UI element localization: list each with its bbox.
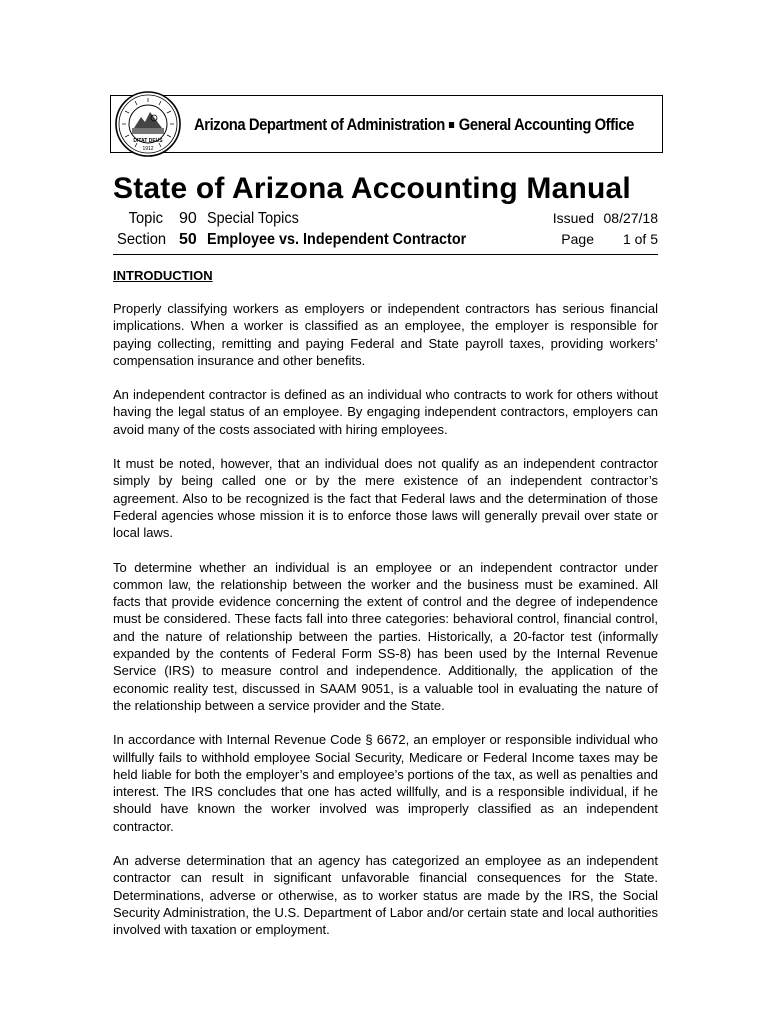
paragraph: An independent contractor is defined as an individual who contracts to work for others without having the legal status of an employee. By engaging independent contractors, employers can avoid many of the costs associated with hiring employees. — [113, 387, 658, 437]
issued-label: Issued — [552, 210, 594, 226]
section-number: 50 — [179, 231, 197, 248]
topic-label: Topic — [128, 210, 163, 227]
topic-number: 90 — [179, 210, 197, 227]
seal-year-text: 1912 — [142, 146, 154, 152]
topic-name: Special Topics — [207, 210, 299, 227]
section-name: Employee vs. Independent Contractor — [207, 231, 467, 248]
header-office: General Accounting Office — [458, 115, 634, 134]
topic-row — [113, 210, 658, 230]
header-box — [110, 95, 663, 153]
intro-heading: INTRODUCTION — [113, 268, 213, 283]
header-title — [194, 115, 634, 135]
header-divider — [113, 254, 658, 255]
body-text — [113, 300, 658, 956]
paragraph: An adverse determination that an agency has categorized an employee as an independent contractor can result in significant unfavorable financial consequences for the State. Determinations, adverse or otherwise, as to worker status are made by the IRS, the Social Security Administration, the U.S. Department of Labor and/or certain state and local authorities involved with taxation or employment. — [113, 853, 658, 938]
seal-motto-text: DITAT DEUS — [133, 138, 163, 144]
issued-value: 08/27/18 — [603, 210, 658, 226]
manual-title: State of Arizona Accounting Manual — [113, 172, 631, 205]
section-label: Section — [117, 231, 167, 248]
paragraph: In accordance with Internal Revenue Code § 6672, an employer or responsible individual who willfully fails to withhold employee Social Security, Medicare or Federal Income taxes may be held liable for both the employer’s and employee’s portions of the tax, as well as penalties and interest. The IRS concludes that one has acted willfully, and is a responsible individual, if he should have known the worker involved was improperly classified as an independent contractor. — [113, 732, 658, 834]
state-seal-icon — [114, 90, 182, 158]
section-row — [113, 231, 658, 251]
paragraph: Properly classifying workers as employers or independent contractors has serious financial implications. When a worker is classified as an employee, the employer is responsible for paying collecting, remitting and paying Federal and State payroll taxes, providing workers’ compensation insurance and other benefits. — [113, 301, 658, 368]
paragraph: It must be noted, however, that an individual does not qualify as an independent contractor simply by being called one or by the mere existence of an independent contractor’s agreement. Also to be recognized is the fact that Federal laws and the determination of those Federal agencies whose mission it is to enforce those laws will generally prevail over state or local laws. — [113, 456, 658, 541]
paragraph: To determine whether an individual is an employee or an independent contractor under common law, the relationship between the worker and the business must be examined. All facts that provide evidence concerning the extent of control and the degree of independence must be considered. These facts fall into three categories: behavioral control, financial control, and the nature of relationship between the parties. Historically, a 20-factor test (informally expanded by the contents of Federal Form SS-8) has been used by the Internal Revenue Service (IRS) to measure control and independence. Additionally, the application of the economic reality test, discussed in SAAM 9051, is a valuable tool in evaluating the nature of the relationship between a service provider and the State. — [113, 559, 658, 713]
page-value: 1 of 5 — [622, 231, 658, 247]
header-org: Arizona Department of Administration — [194, 115, 445, 134]
page-label: Page — [561, 231, 594, 247]
separator-square-icon — [449, 122, 454, 128]
